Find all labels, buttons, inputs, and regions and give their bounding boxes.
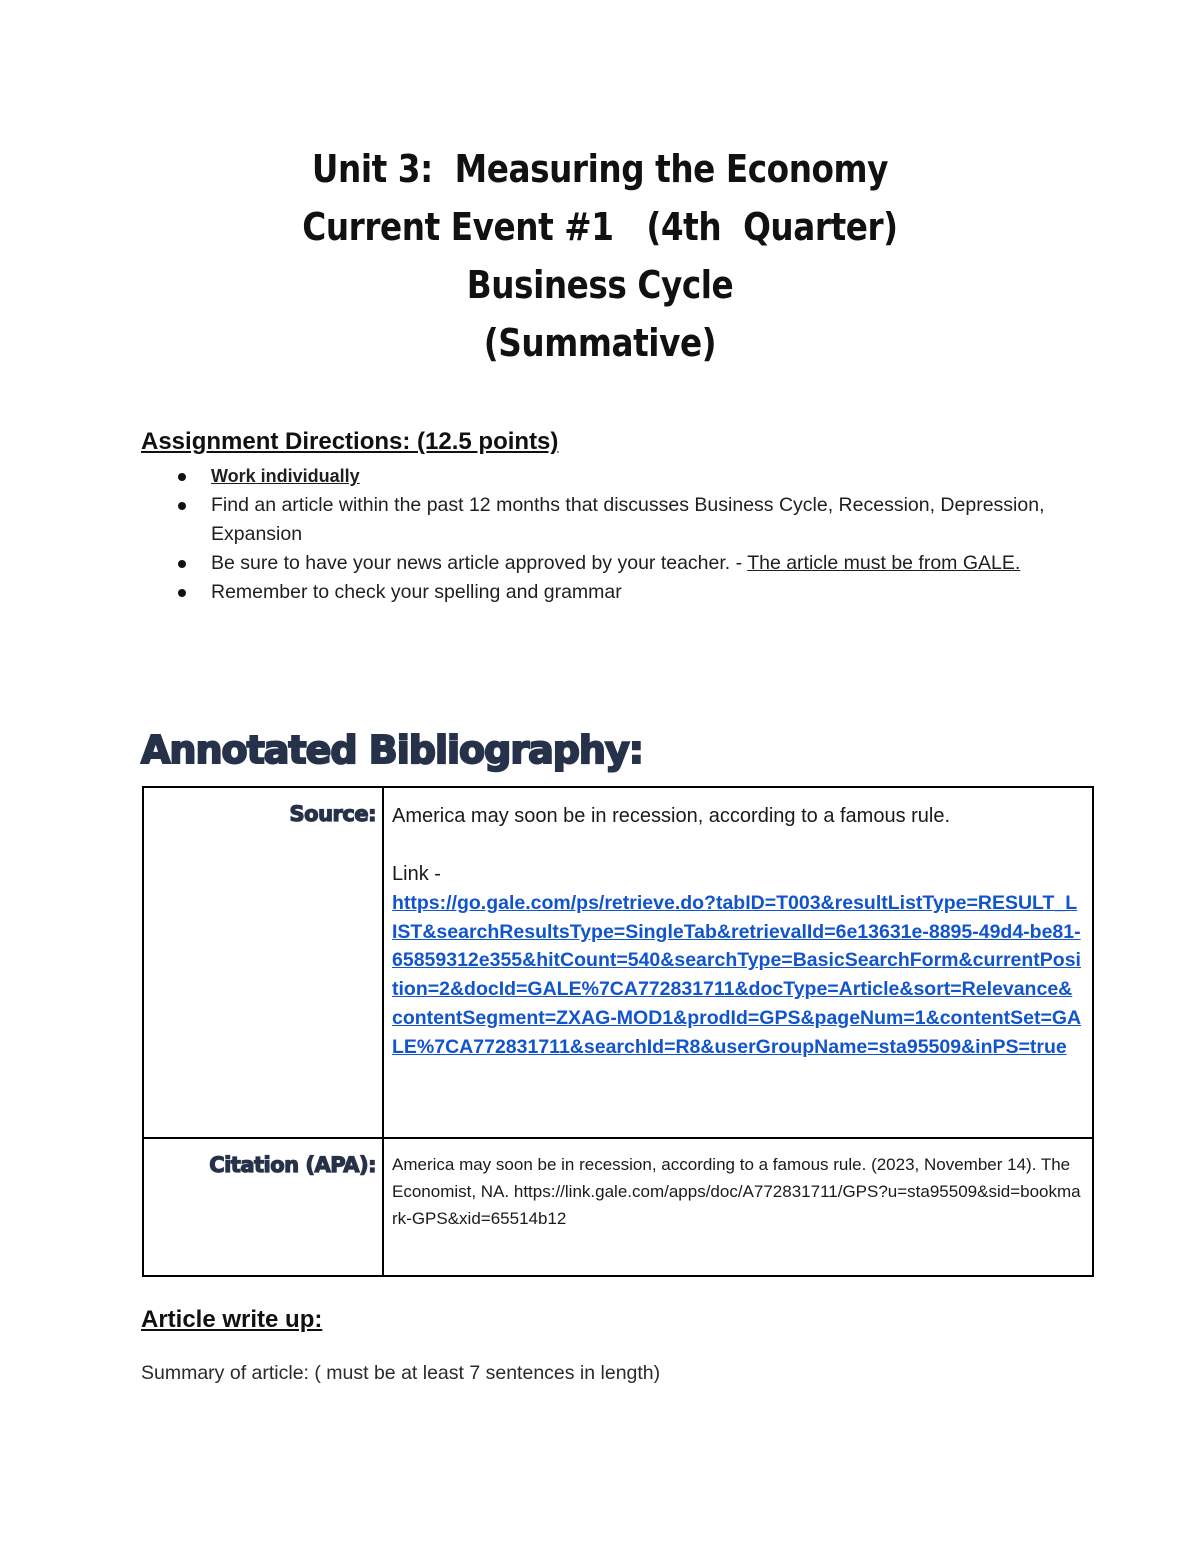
source-title: America may soon be in recession, according to a famous rule. — [392, 805, 951, 827]
directions-list — [141, 462, 1061, 607]
source-cell — [383, 787, 1093, 1138]
directions-item-work-individually: Work individually — [211, 466, 360, 486]
directions-item-spelling: Remember to check your spelling and grammar — [211, 581, 622, 603]
source-link[interactable]: https://go.gale.com/ps/retrieve.do?tabID=T003&resultListType=RESULT_LIST&searchResultsType=SingleTab&retrievalId=6e13631e-8895-49d4-be81-65859312e355&hitCount=540&searchType=BasicSearchForm&currentPosition=2&docId=GALE%7CA772831711&docType=Article&sort=Relevance&contentSegment=ZXAG-MOD1&prodId=GPS&pageNum=1&contentSet=GALE%7CA772831711&searchId=R8&userGroupName=sta95509&inPS=true — [392, 892, 1082, 1058]
directions-item-find-article: Find an article within the past 12 months that discusses Business Cycle, Recession, Depression, Expansion — [211, 494, 1045, 545]
bullet-icon — [178, 589, 186, 597]
document-title — [0, 140, 1200, 372]
list-item — [141, 578, 1061, 607]
bullet-icon — [178, 560, 186, 568]
writeup-heading: Article write up: — [141, 1306, 323, 1333]
article-writeup — [141, 1306, 1061, 1385]
citation-label: Citation (APA): — [143, 1138, 383, 1276]
summary-prompt: Summary of article: ( must be at least 7 sentences in length) — [141, 1362, 661, 1384]
title-type: (Summative) — [483, 321, 717, 365]
bullet-icon — [178, 502, 186, 510]
bullet-icon — [178, 473, 186, 481]
list-item — [141, 491, 1061, 549]
link-label: Link - — [392, 863, 441, 885]
bibliography-heading: Annotated Bibliography: — [141, 728, 643, 772]
directions-item-approval-prefix: Be sure to have your news article approved by your teacher. - — [211, 552, 748, 574]
directions-item-gale-requirement: The article must be from GALE. — [747, 552, 1021, 574]
assignment-directions — [141, 428, 1061, 607]
title-current-event: Current Event #1 (4th Quarter) — [302, 205, 898, 249]
directions-heading: Assignment Directions: (12.5 points) — [141, 428, 559, 455]
table-row — [143, 787, 1093, 1138]
list-item — [141, 462, 1061, 491]
list-item — [141, 549, 1061, 578]
title-topic: Business Cycle — [466, 263, 734, 307]
bibliography-table — [142, 786, 1094, 1277]
source-label: Source: — [143, 787, 383, 1138]
title-unit: Unit 3: Measuring the Economy — [311, 147, 889, 191]
table-row — [143, 1138, 1093, 1276]
citation-text: America may soon be in recession, according to a famous rule. (2023, November 14). The Economist, NA. https://link.gale.com/apps/doc/A772831711/GPS?u=sta95509&sid=bookmark-GPS&xid=65514b12 — [383, 1138, 1093, 1276]
